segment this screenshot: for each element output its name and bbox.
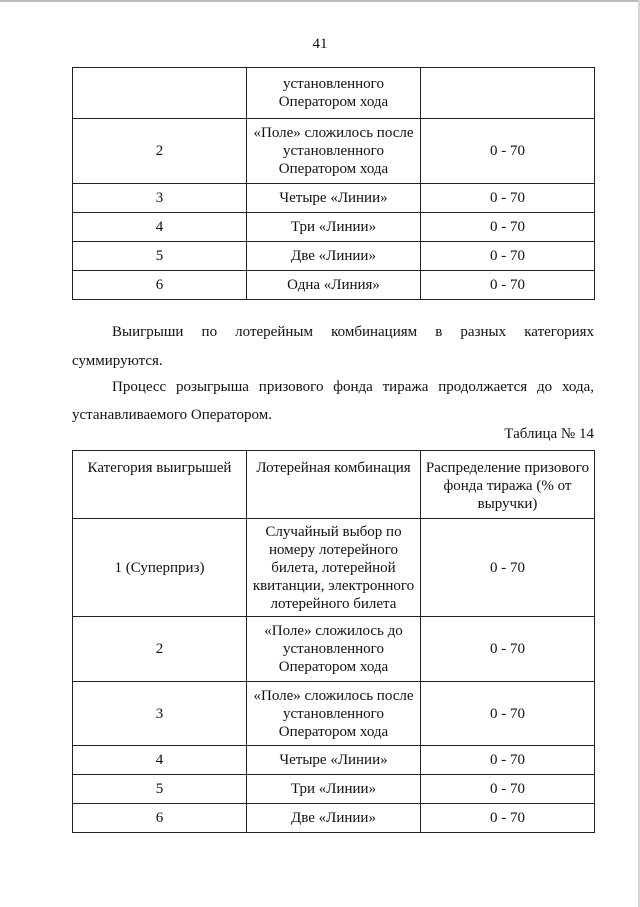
table-caption: Таблица № 14 xyxy=(504,426,594,442)
combination-cell: «Поле» сложилось после установленного Оператором хода xyxy=(247,682,421,746)
table-row xyxy=(73,682,595,746)
table-row xyxy=(73,68,595,119)
category-cell: 3 xyxy=(73,184,247,213)
distribution-cell: 0 - 70 xyxy=(421,682,595,746)
paragraph-draw-process-line2: устанавливаемого Оператором. xyxy=(72,407,272,423)
paragraph-summation-line1: Выигрыши по лотерейным комбинациям в разных категориях xyxy=(112,324,594,340)
header-distribution: Распределение призового фонда тиража (% от выручки) xyxy=(421,451,595,519)
combination-cell: «Поле» сложилось после установленного Оператором хода xyxy=(247,119,421,184)
combination-cell: установленного Оператором хода xyxy=(247,68,421,119)
table-row xyxy=(73,119,595,184)
category-cell: 5 xyxy=(73,242,247,271)
category-cell: 5 xyxy=(73,775,247,804)
combination-cell: Четыре «Линии» xyxy=(247,184,421,213)
combination-cell: Две «Линии» xyxy=(247,242,421,271)
table-row xyxy=(73,746,595,775)
table-row xyxy=(73,775,595,804)
combination-cell: Случайный выбор по номеру лотерейного билета, лотерейной квитанции, электронного лотерейного билета xyxy=(247,519,421,617)
distribution-cell: 0 - 70 xyxy=(421,271,595,300)
category-cell: 1 (Суперприз) xyxy=(73,519,247,617)
lottery-table-continued xyxy=(72,67,595,300)
table-row xyxy=(73,184,595,213)
table-row xyxy=(73,213,595,242)
combination-cell: «Поле» сложилось до установленного Оператором хода xyxy=(247,617,421,682)
distribution-cell: 0 - 70 xyxy=(421,617,595,682)
table-header-row xyxy=(73,451,595,519)
table-row xyxy=(73,617,595,682)
combination-cell: Две «Линии» xyxy=(247,804,421,833)
distribution-cell: 0 - 70 xyxy=(421,242,595,271)
lottery-table-14 xyxy=(72,450,595,833)
distribution-cell xyxy=(421,68,595,119)
distribution-cell: 0 - 70 xyxy=(421,804,595,833)
header-combination: Лотерейная комбинация xyxy=(247,451,421,519)
category-cell xyxy=(73,68,247,119)
page-number: 41 xyxy=(312,36,328,52)
table-row xyxy=(73,271,595,300)
distribution-cell: 0 - 70 xyxy=(421,184,595,213)
distribution-cell: 0 - 70 xyxy=(421,119,595,184)
table-row xyxy=(73,519,595,617)
paragraph-draw-process-line1: Процесс розыгрыша призового фонда тиража продолжается до хода, xyxy=(112,379,594,395)
category-cell: 2 xyxy=(73,119,247,184)
combination-cell: Четыре «Линии» xyxy=(247,746,421,775)
distribution-cell: 0 - 70 xyxy=(421,775,595,804)
distribution-cell: 0 - 70 xyxy=(421,213,595,242)
category-cell: 6 xyxy=(73,804,247,833)
distribution-cell: 0 - 70 xyxy=(421,746,595,775)
category-cell: 2 xyxy=(73,617,247,682)
table-row xyxy=(73,242,595,271)
paragraph-summation-line2: суммируются. xyxy=(72,353,163,369)
category-cell: 3 xyxy=(73,682,247,746)
distribution-cell: 0 - 70 xyxy=(421,519,595,617)
table-row xyxy=(73,804,595,833)
header-category: Категория выигрышей xyxy=(73,451,247,519)
combination-cell: Три «Линии» xyxy=(247,775,421,804)
combination-cell: Три «Линии» xyxy=(247,213,421,242)
combination-cell: Одна «Линия» xyxy=(247,271,421,300)
category-cell: 4 xyxy=(73,746,247,775)
scan-top-edge xyxy=(0,0,640,2)
category-cell: 4 xyxy=(73,213,247,242)
category-cell: 6 xyxy=(73,271,247,300)
